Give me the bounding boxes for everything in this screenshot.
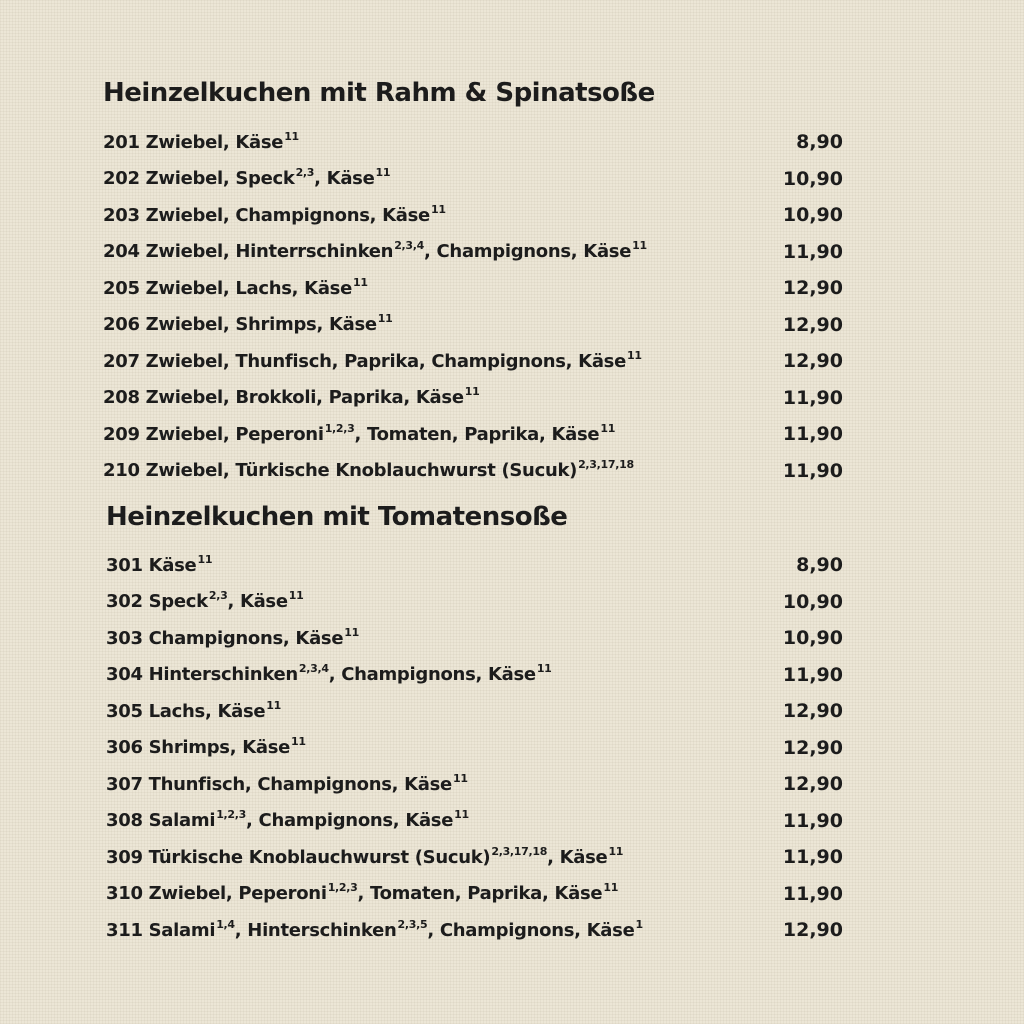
allergen-note: 1,2,3 — [327, 881, 358, 894]
menu-item-name — [106, 591, 303, 612]
allergen-note: 11 — [353, 275, 368, 289]
allergen-note: 11 — [536, 662, 552, 675]
allergen-note: 11 — [344, 625, 359, 639]
menu-item — [103, 197, 446, 233]
allergen-note: 11 — [197, 552, 213, 566]
menu-item-name — [103, 129, 299, 153]
menu-item-price: 12,90 — [782, 736, 843, 759]
allergen-note: 2,3,4 — [394, 239, 425, 252]
menu-item-price: 10,90 — [782, 627, 843, 649]
allergen-note: 2,3,17,18 — [491, 844, 548, 858]
menu-item-price: 11,90 — [782, 809, 843, 832]
menu-item — [103, 124, 299, 160]
menu-item — [106, 657, 552, 693]
allergen-note: 11 — [291, 735, 306, 748]
allergen-note: 2,3,5 — [397, 917, 428, 931]
item-text: , Tomaten, Paprika, Käse — [357, 883, 603, 904]
allergen-note: 11 — [452, 771, 468, 785]
item-text: 208 Zwiebel, Brokkoli, Paprika, Käse — [103, 387, 464, 408]
allergen-note: 11 — [284, 129, 299, 143]
item-text: 307 Thunfisch, Champignons, Käse — [106, 773, 452, 795]
allergen-note: 2,3 — [208, 589, 228, 602]
menu-item-price: 11,90 — [782, 882, 843, 905]
menu-item-price: 8,90 — [796, 131, 843, 153]
menu-item-price: 11,90 — [782, 386, 843, 409]
menu-item — [106, 620, 359, 656]
menu-item-price: 12,90 — [782, 773, 843, 795]
menu-item — [103, 380, 479, 416]
section-title: Heinzelkuchen mit Tomatensoße — [106, 502, 568, 532]
menu-item-name — [103, 202, 446, 226]
allergen-note: 1 — [635, 917, 643, 931]
item-text: 202 Zwiebel, Speck — [103, 168, 295, 189]
menu-item-price: 11,90 — [782, 240, 843, 263]
item-text: 304 Hinterschinken — [106, 664, 298, 685]
menu-item — [103, 453, 634, 489]
allergen-note: 1,2,3 — [324, 421, 355, 435]
menu-item — [106, 839, 623, 875]
menu-item — [106, 730, 306, 766]
menu-item-name — [106, 698, 281, 722]
menu-item — [106, 912, 643, 948]
allergen-note: 11 — [430, 202, 446, 216]
item-text: , Käse — [547, 846, 608, 868]
menu-item-name — [106, 737, 306, 758]
item-text: 311 Salami — [106, 919, 216, 941]
item-text: , Champignons, Käse — [424, 241, 632, 262]
menu-item-name — [103, 275, 368, 299]
allergen-note: 11 — [608, 844, 624, 858]
allergen-note: 2,3,17,18 — [578, 458, 634, 471]
menu-item — [106, 876, 618, 912]
item-text: , Tomaten, Paprika, Käse — [354, 423, 600, 445]
item-text: 308 Salami — [106, 810, 216, 831]
item-text: 305 Lachs, Käse — [106, 700, 266, 722]
menu-item-price: 12,90 — [782, 919, 843, 941]
menu-item-name — [106, 883, 618, 904]
menu-item — [106, 693, 281, 729]
menu-item-name — [103, 421, 616, 445]
item-text: 302 Speck — [106, 591, 208, 612]
item-text: 210 Zwiebel, Türkische Knoblauchwurst (Sucuk) — [103, 460, 578, 481]
allergen-note: 2,3 — [295, 166, 315, 179]
menu-item-price: 11,90 — [782, 459, 843, 482]
menu-item-name — [103, 241, 647, 262]
menu-item-name — [106, 625, 359, 649]
item-text: 207 Zwiebel, Thunfisch, Paprika, Champignons, Käse — [103, 350, 626, 372]
allergen-note: 11 — [603, 881, 619, 894]
menu-item-name — [103, 348, 642, 372]
allergen-note: 11 — [632, 239, 647, 252]
menu-item-price: 11,90 — [782, 663, 843, 686]
menu-item-price: 12,90 — [782, 277, 843, 299]
item-text: 310 Zwiebel, Peperoni — [106, 883, 327, 904]
menu-item-name — [103, 314, 393, 335]
menu-item-price: 11,90 — [782, 423, 843, 445]
item-text: , Champignons, Käse — [246, 810, 454, 831]
menu-item-price: 10,90 — [782, 204, 843, 226]
allergen-note: 11 — [600, 421, 616, 435]
allergen-note: 11 — [375, 166, 391, 179]
menu-item — [106, 584, 303, 620]
menu-item — [103, 307, 393, 343]
menu-item-name — [106, 844, 624, 868]
menu-item — [103, 161, 390, 197]
item-text: 309 Türkische Knoblauchwurst (Sucuk) — [106, 846, 491, 868]
allergen-note: 1,4 — [216, 917, 235, 931]
allergen-note: 11 — [454, 808, 469, 821]
item-text: 203 Zwiebel, Champignons, Käse — [103, 204, 430, 226]
menu-item — [106, 803, 469, 839]
item-text: 204 Zwiebel, Hinterrschinken — [103, 241, 394, 262]
menu-item-name — [103, 460, 634, 481]
menu-item-price: 10,90 — [782, 167, 843, 190]
menu-item — [103, 416, 615, 452]
allergen-note: 11 — [288, 589, 304, 602]
menu-item-name — [106, 917, 643, 941]
menu-item-price: 12,90 — [782, 313, 843, 336]
allergen-note: 2,3,4 — [298, 662, 329, 675]
item-text: , Käse — [227, 591, 288, 612]
menu-item — [106, 766, 468, 802]
item-text: , Käse — [314, 168, 375, 189]
item-text: 306 Shrimps, Käse — [106, 737, 291, 758]
menu-item — [103, 270, 368, 306]
item-text: 201 Zwiebel, Käse — [103, 131, 284, 153]
allergen-note: 11 — [377, 312, 393, 325]
item-text: 301 Käse — [106, 554, 197, 576]
menu-item-name — [103, 168, 390, 189]
menu-item — [103, 343, 642, 379]
menu-item-name — [103, 387, 479, 408]
menu-item-name — [106, 552, 213, 576]
item-text: , Hinterschinken — [234, 919, 397, 941]
menu-item — [103, 234, 647, 270]
item-text: 303 Champignons, Käse — [106, 627, 344, 649]
item-text: 205 Zwiebel, Lachs, Käse — [103, 277, 353, 299]
allergen-note: 11 — [464, 385, 480, 398]
item-text: , Champignons, Käse — [328, 664, 536, 685]
item-text: 209 Zwiebel, Peperoni — [103, 423, 324, 445]
item-text: 206 Zwiebel, Shrimps, Käse — [103, 314, 377, 335]
menu-item-name — [106, 810, 469, 831]
menu-item-price: 12,90 — [782, 350, 843, 372]
menu-item-name — [106, 771, 468, 795]
menu-item-price: 12,90 — [782, 700, 843, 722]
allergen-note: 11 — [266, 698, 281, 712]
allergen-note: 11 — [627, 348, 642, 362]
menu-item-name — [106, 664, 552, 685]
section-title: Heinzelkuchen mit Rahm & Spinatsoße — [103, 78, 655, 108]
menu-item — [106, 547, 212, 583]
menu-item-price: 11,90 — [782, 846, 843, 868]
menu-item-price: 10,90 — [782, 590, 843, 613]
allergen-note: 1,2,3 — [216, 808, 247, 821]
item-text: , Champignons, Käse — [427, 919, 635, 941]
menu-item-price: 8,90 — [796, 554, 843, 576]
